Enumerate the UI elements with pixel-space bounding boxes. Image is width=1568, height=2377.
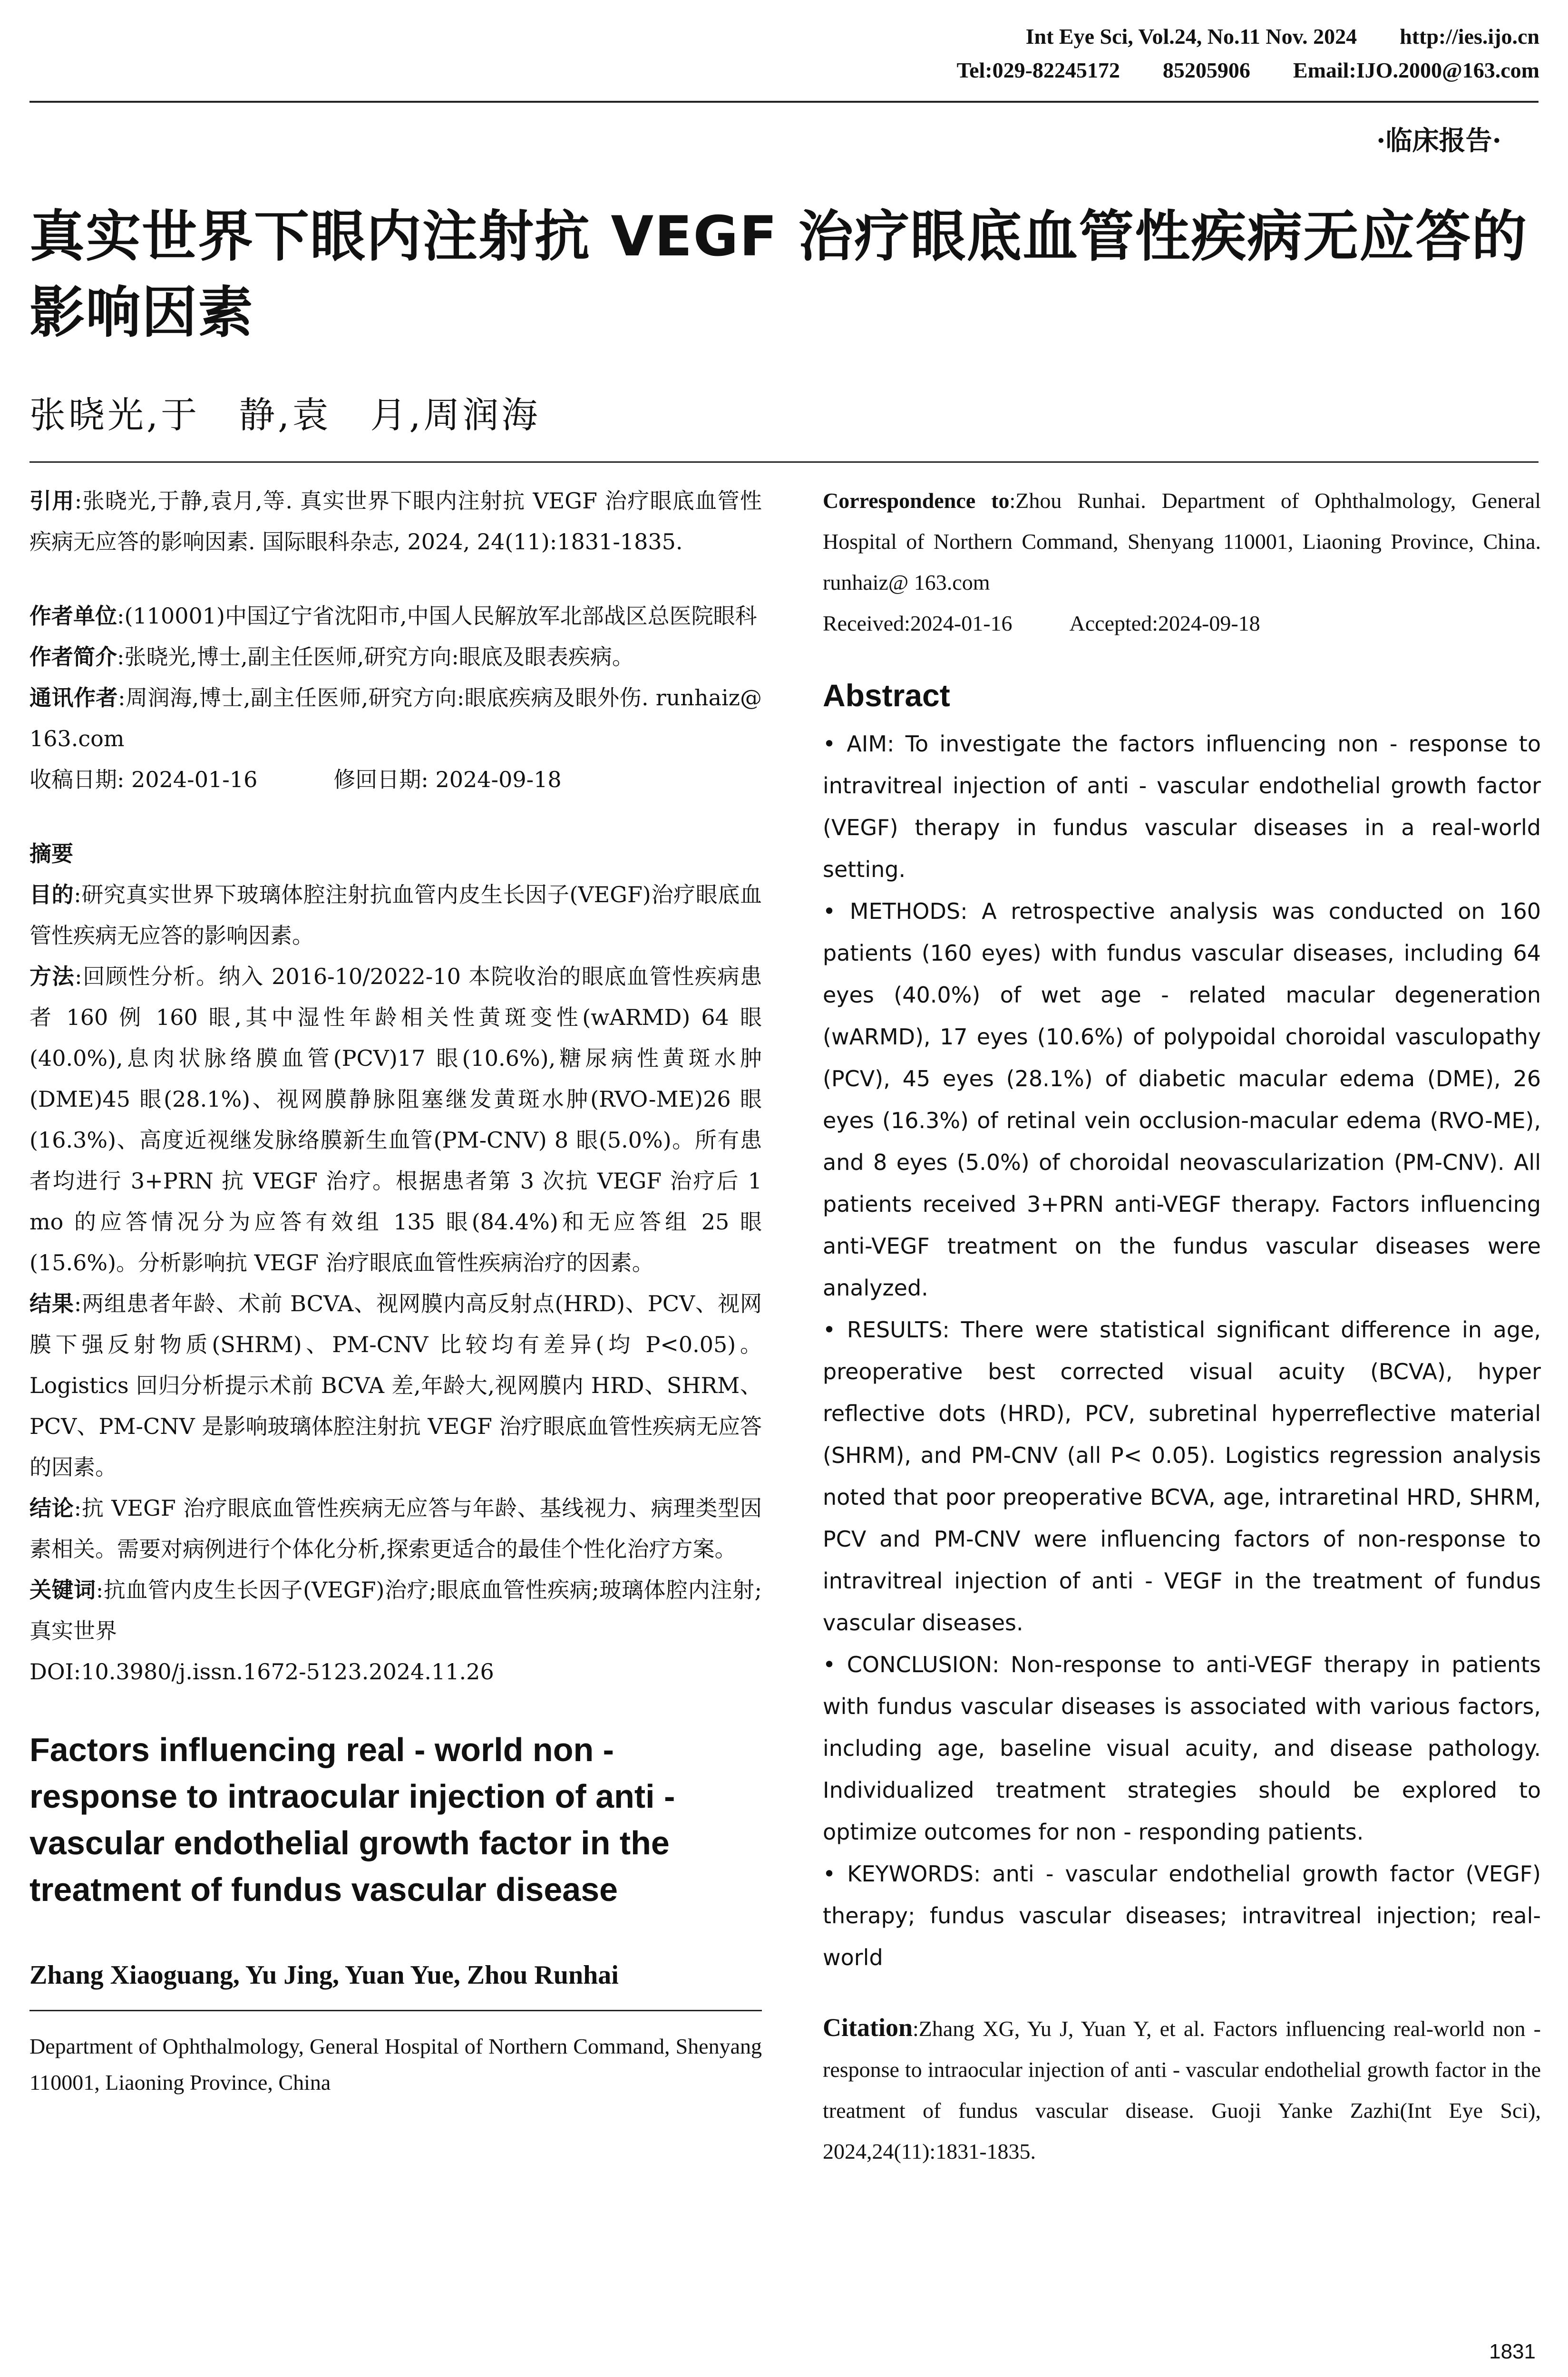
corresponding-author-cn-text: :周润海,博士,副主任医师,研究方向:眼底疾病及眼外伤. runhaiz@ 163.com <box>29 685 762 751</box>
abstract-en-results-text: : There were statistical significant difference in age, preoperative best corrected visual acuity (BCVA), hyper reflective dots (HRD), PCV, subretinal hyperreflective material (SHRM), and PM-CNV (all P< 0.05). Logistics regression analysis noted that poor preoperative BCVA, age, intraretinal HRD, SHRM, PCV and PM-CNV were influencing factors of non-response to intravitreal injection of anti - VEGF in the treatment of fundus vascular diseases. <box>823 1317 1541 1636</box>
abstract-cn-methods-label: 方法 <box>29 964 75 989</box>
english-authors: Zhang Xiaoguang, Yu Jing, Yuan Yue, Zhou Runhai <box>29 1955 762 2011</box>
abstract-en-conclusion-label: • CONCLUSION <box>823 1652 993 1677</box>
abstract-en-results <box>823 1309 1541 1644</box>
citation-cn-text: :张晓光,于静,袁月,等. 真实世界下眼内注射抗 VEGF 治疗眼底血管性疾病无应答的影响因素. 国际眼科杂志, 2024, 24(11):1831-1835. <box>29 488 762 555</box>
article-title: 真实世界下眼内注射抗 VEGF 治疗眼底血管性疾病无应答的影响因素 <box>29 205 1528 345</box>
abstract-cn-aim <box>29 874 762 956</box>
abstract-en-aim-label: • AIM <box>823 731 887 757</box>
author-bio <box>29 636 762 677</box>
abstract-en-keywords-text: : anti - vascular endothelial growth factor (VEGF) therapy; fundus vascular diseases; intravitreal injection; real-world <box>823 1861 1541 1970</box>
abstract-en-aim-text: : To investigate the factors influencing non - response to intravitreal injection of anti - vascular endothelial growth factor (VEGF) therapy in fundus vascular diseases in a real-world setting. <box>823 731 1541 882</box>
received-date-cn: 收稿日期: 2024-01-16 <box>29 767 258 792</box>
running-header <box>826 24 1539 83</box>
citation-en <box>823 2007 1541 2172</box>
abstract-cn-results <box>29 1283 762 1488</box>
correspondence-en-text: :Zhou Runhai. Department of Ophthalmology, General Hospital of Northern Command, Shenyang 110001, Liaoning Province, China. runhaiz@ 163.com <box>823 488 1541 594</box>
author-bio-label: 作者简介 <box>29 644 117 670</box>
citation-en-label: Citation <box>823 2013 913 2042</box>
right-column <box>823 480 1541 2172</box>
citation-cn <box>29 480 762 562</box>
dates-en <box>823 603 1541 644</box>
received-date-en: Received:2024-01-16 <box>823 611 1013 635</box>
abstract-cn-conclusion-text: :抗 VEGF 治疗眼底血管性疾病无应答与年龄、基线视力、病理类型因素相关。需要对病例进行个体化分析,探索更适合的最佳个性化治疗方案。 <box>29 1495 762 1562</box>
english-title: Factors influencing real - world non - response to intraocular injection of anti - vascular endothelial growth factor in the treatment of fundus vascular disease <box>29 1731 675 1908</box>
keywords-cn-text: :抗血管内皮生长因子(VEGF)治疗;眼底血管性疾病;玻璃体腔内注射;真实世界 <box>29 1577 762 1644</box>
abstract-cn-aim-text: :研究真实世界下玻璃体腔注射抗血管内皮生长因子(VEGF)治疗眼底血管性疾病无应答的影响因素。 <box>29 882 762 948</box>
abstract-en-conclusion <box>823 1644 1541 1853</box>
abstract-en-methods-text: : A retrospective analysis was conducted on 160 patients (160 eyes) with fundus vascular diseases, including 64 eyes (40.0%) of wet age - related macular degeneration (wARMD), 17 eyes (10.6%) of polypoidal choroidal vasculopathy (PCV), 45 eyes (28.1%) of diabetic macular edema (DME), 26 eyes (16.3%) of retinal vein occlusion-macular edema (RVO-ME), and 8 eyes (5.0%) of choroidal neovascularization (PM-CNV). All patients received 3+PRN anti-VEGF therapy. Factors influencing anti-VEGF treatment on the fundus vascular diseases were analyzed. <box>823 898 1541 1301</box>
journal-url[interactable]: http://ies.ijo.cn <box>1400 24 1539 49</box>
header-rule <box>29 101 1539 103</box>
correspondence-en <box>823 480 1541 603</box>
author-bio-text: :张晓光,博士,副主任医师,研究方向:眼底及眼表疾病。 <box>117 644 634 670</box>
author-unit-label: 作者单位 <box>29 603 117 629</box>
abstract-cn-conclusion <box>29 1488 762 1569</box>
page-number: 1831 <box>1489 2340 1536 2363</box>
journal-email[interactable]: Email:IJO.2000@163.com <box>1293 58 1539 82</box>
citation-en-text: :Zhang XG, Yu J, Yuan Y, et al. Factors influencing real-world non - response to intraocular injection of anti - vascular endothelial growth factor in the treatment of fundus vascular disease. Guoji Yanke Zazhi(Int Eye Sci), 2024,24(11):1831-1835. <box>823 2017 1541 2163</box>
title-rule <box>29 461 1539 463</box>
abstract-cn-results-text: :两组患者年龄、术前 BCVA、视网膜内高反射点(HRD)、PCV、视网膜下强反射物质(SHRM)、PM-CNV 比较均有差异(均 P<0.05)。Logistics 回归分析提示术前 BCVA 差,年龄大,视网膜内 HRD、SHRM、PCV、PM-CNV 是影响玻璃体腔注射抗 VEGF 治疗眼底血管性疾病无应答的因素。 <box>29 1291 762 1480</box>
accepted-date-en: Accepted:2024-09-18 <box>1069 611 1260 635</box>
keywords-cn <box>29 1569 762 1651</box>
abstract-en-keywords <box>823 1853 1541 1978</box>
abstract-en-methods <box>823 890 1541 1309</box>
keywords-cn-label: 关键词 <box>29 1577 96 1603</box>
dates-cn <box>29 759 762 800</box>
citation-cn-label: 引用 <box>29 488 75 514</box>
abstract-en-results-label: • RESULTS <box>823 1317 943 1343</box>
correspondence-en-label: Correspondence to <box>823 488 1010 513</box>
abstract-en-heading: Abstract <box>823 678 950 713</box>
journal-issue: Int Eye Sci, Vol.24, No.11 Nov. 2024 <box>1025 24 1357 49</box>
abstract-en-aim <box>823 723 1541 890</box>
corresponding-author-cn <box>29 677 762 759</box>
author-unit-text: :(110001)中国辽宁省沈阳市,中国人民解放军北部战区总医院眼科 <box>117 603 757 629</box>
corresponding-author-cn-label: 通讯作者 <box>29 685 118 711</box>
abstract-cn-heading: 摘要 <box>29 841 73 867</box>
authors-chinese: 张晓光,于 静,袁 月,周润海 <box>29 394 541 436</box>
journal-tel-2: 85205906 <box>1162 58 1250 82</box>
abstract-cn-conclusion-label: 结论 <box>29 1495 74 1521</box>
left-column <box>29 480 762 2101</box>
abstract-en-methods-label: • METHODS <box>823 898 961 924</box>
abstract-cn-methods <box>29 956 762 1283</box>
english-affiliation: Department of Ophthalmology, General Hospital of Northern Command, Shenyang 110001, Liaoning Province, China <box>29 2034 762 2094</box>
revised-date-cn: 修回日期: 2024-09-18 <box>333 767 562 792</box>
abstract-en-conclusion-text: : Non-response to anti-VEGF therapy in patients with fundus vascular diseases is associated with various factors, including age, baseline visual acuity, and disease pathology. Individualized treatment strategies should be explored to optimize outcomes for non - responding patients. <box>823 1652 1541 1845</box>
section-label: ·临床报告· <box>1376 125 1501 156</box>
abstract-en-keywords-label: • KEYWORDS <box>823 1861 974 1887</box>
abstract-cn-results-label: 结果 <box>29 1291 74 1316</box>
doi[interactable]: DOI:10.3980/j.issn.1672-5123.2024.11.26 <box>29 1659 494 1685</box>
abstract-cn-methods-text: :回顾性分析。纳入 2016-10/2022-10 本院收治的眼底血管性疾病患者 160 例 160 眼,其中湿性年龄相关性黄斑变性(wARMD) 64 眼(40.0%),息肉状脉络膜血管(PCV)17 眼(10.6%),糖尿病性黄斑水肿(DME)45 眼(28.1%)、视网膜静脉阻塞继发黄斑水肿(RVO-ME)26 眼(16.3%)、高度近视继发脉络膜新生血管(PM-CNV) 8 眼(5.0%)。所有患者均进行 3+PRN 抗 VEGF 治疗。根据患者第 3 次抗 VEGF 治疗后 1 mo 的应答情况分为应答有效组 135 眼(84.4%)和无应答组 25 眼(15.6%)。分析影响抗 VEGF 治疗眼底血管性疾病治疗的因素。 <box>29 964 762 1276</box>
author-unit <box>29 595 762 636</box>
journal-tel: Tel:029-82245172 <box>956 58 1120 82</box>
abstract-cn-aim-label: 目的 <box>29 882 74 907</box>
